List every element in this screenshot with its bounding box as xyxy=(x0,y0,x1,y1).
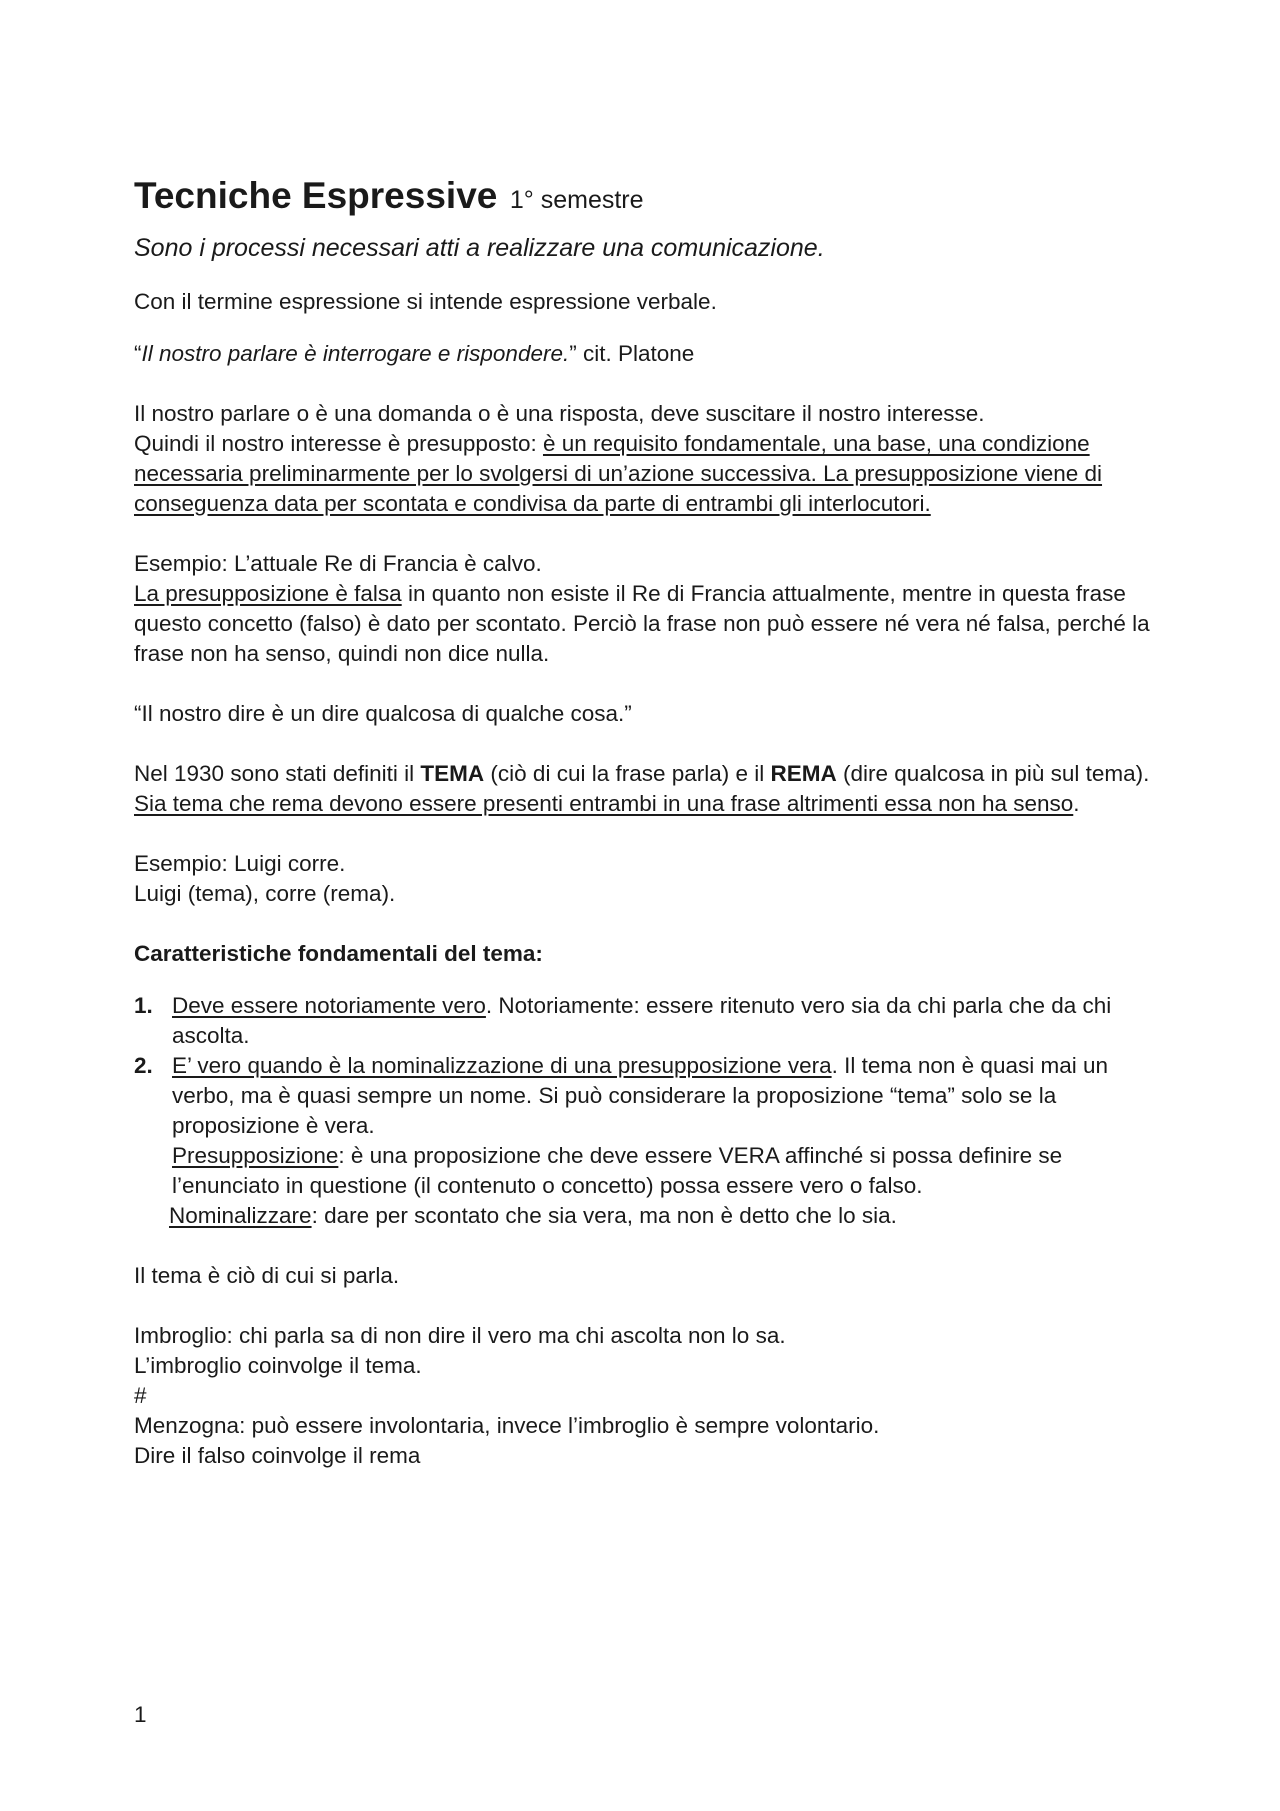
item1-rest: . Notoriamente: essere ritenuto vero sia da chi parla che da chi ascolta. xyxy=(172,993,1112,1048)
imbroglio-line2: L’imbroglio coinvolge il tema. xyxy=(134,1353,422,1378)
nominalizzare-text: : dare per scontato che sia vera, ma non è detto che lo sia. xyxy=(311,1203,897,1228)
list-number: 1. xyxy=(134,993,153,1018)
tema-rema-text2: (ciò di cui la frase parla) e il xyxy=(484,761,771,786)
quote-citation: cit. Platone xyxy=(576,341,695,366)
title-semester: 1° semestre xyxy=(509,186,644,214)
tema-rema-text3: (dire qualcosa in più sul tema). xyxy=(836,761,1150,786)
list-item xyxy=(134,991,1154,1051)
caratteristiche-list xyxy=(134,991,1154,1231)
quote-open: “ xyxy=(134,341,142,366)
imbroglio-hash: # xyxy=(134,1383,147,1408)
esempio-re-rest: in quanto non esiste il Re di Francia attualmente, mentre in questa frase questo concetto (falso) è dato per scontato. Perciò la frase non può essere né vera né falsa, perché la frase non ha senso, quindi non dice nulla. xyxy=(134,581,1150,666)
quote-platone xyxy=(134,339,1154,369)
caratteristiche-heading: Caratteristiche fondamentali del tema: xyxy=(134,941,543,966)
tema-rema-underlined: Sia tema che rema devono essere presenti entrambi in una frase altrimenti essa non ha senso xyxy=(134,791,1074,816)
quote-close: ” xyxy=(569,341,577,366)
paragraph-tema: Il tema è ciò di cui si parla. xyxy=(134,1263,400,1288)
list-number: 2. xyxy=(134,1053,153,1078)
quote-italic-text: Il nostro parlare è interrogare e rispondere. xyxy=(141,341,570,366)
parlare-underlined: è un requisito fondamentale, una base, una condizione necessaria preliminarmente per lo svolgersi di un’azione successiva. La presupposizione viene di conseguenza data per scontata e condivisa da parte di entrambi gli interlocutori. xyxy=(134,431,1103,516)
item2-underlined: E’ vero quando è la nominalizzazione di una presupposizione vera xyxy=(172,1053,832,1078)
tema-rema-end: . xyxy=(1073,791,1080,816)
nominalizzare-label: Nominalizzare xyxy=(169,1203,312,1228)
title-main: Tecniche Espressive xyxy=(134,175,498,216)
parlare-lead: Quindi il nostro interesse è presupposto: xyxy=(134,431,543,456)
imbroglio-line1: Imbroglio: chi parla sa di non dire il vero ma chi ascolta non lo sa. xyxy=(134,1323,786,1348)
page-content xyxy=(134,170,1154,1471)
esempio-re-line1: Esempio: L’attuale Re di Francia è calvo. xyxy=(134,551,542,576)
esempio-luigi-line2: Luigi (tema), corre (rema). xyxy=(134,881,396,906)
page-number: 1 xyxy=(134,1702,147,1727)
tema-label: TEMA xyxy=(420,761,485,786)
list-item xyxy=(134,1051,1154,1231)
paragraph-parlare xyxy=(134,399,1154,519)
paragraph-esempio-re xyxy=(134,549,1154,669)
subtitle: Sono i processi necessari atti a realizzare una comunicazione. xyxy=(134,234,825,262)
quote-dire: “Il nostro dire è un dire qualcosa di qualche cosa.” xyxy=(134,701,632,726)
presupposizione-label: Presupposizione xyxy=(172,1143,339,1168)
paragraph-tema-rema xyxy=(134,759,1154,819)
menzogna-line: Menzogna: può essere involontaria, invece l’imbroglio è sempre volontario. xyxy=(134,1413,880,1438)
item1-underlined: Deve essere notoriamente vero xyxy=(172,993,486,1018)
esempio-luigi-line1: Esempio: Luigi corre. xyxy=(134,851,346,876)
paragraph-imbroglio xyxy=(134,1321,1154,1471)
presupposizione-definition xyxy=(172,1141,1154,1201)
item2-rest: . Il tema non è quasi mai un verbo, ma è quasi sempre un nome. Si può considerare la proposizione “tema” solo se la proposizione è vera. xyxy=(172,1053,1108,1138)
esempio-re-underlined: La presupposizione è falsa xyxy=(134,581,402,606)
presupposizione-text: : è una proposizione che deve essere VERA affinché si possa definire se l’enunciato in questione (il contenuto o concetto) possa essere vero o falso. xyxy=(172,1143,1063,1198)
page-title xyxy=(134,170,1154,223)
nominalizzare-definition xyxy=(169,1201,1154,1231)
paragraph-esempio-luigi xyxy=(134,849,1154,909)
tema-rema-text1: Nel 1930 sono stati definiti il xyxy=(134,761,421,786)
section-heading-caratteristiche xyxy=(134,939,1154,969)
parlare-line1: Il nostro parlare o è una domanda o è una risposta, deve suscitare il nostro interesse. xyxy=(134,401,985,426)
rema-label: REMA xyxy=(770,761,837,786)
paragraph-espressione: Con il termine espressione si intende espressione verbale. xyxy=(134,289,717,314)
dire-falso-line: Dire il falso coinvolge il rema xyxy=(134,1443,421,1468)
